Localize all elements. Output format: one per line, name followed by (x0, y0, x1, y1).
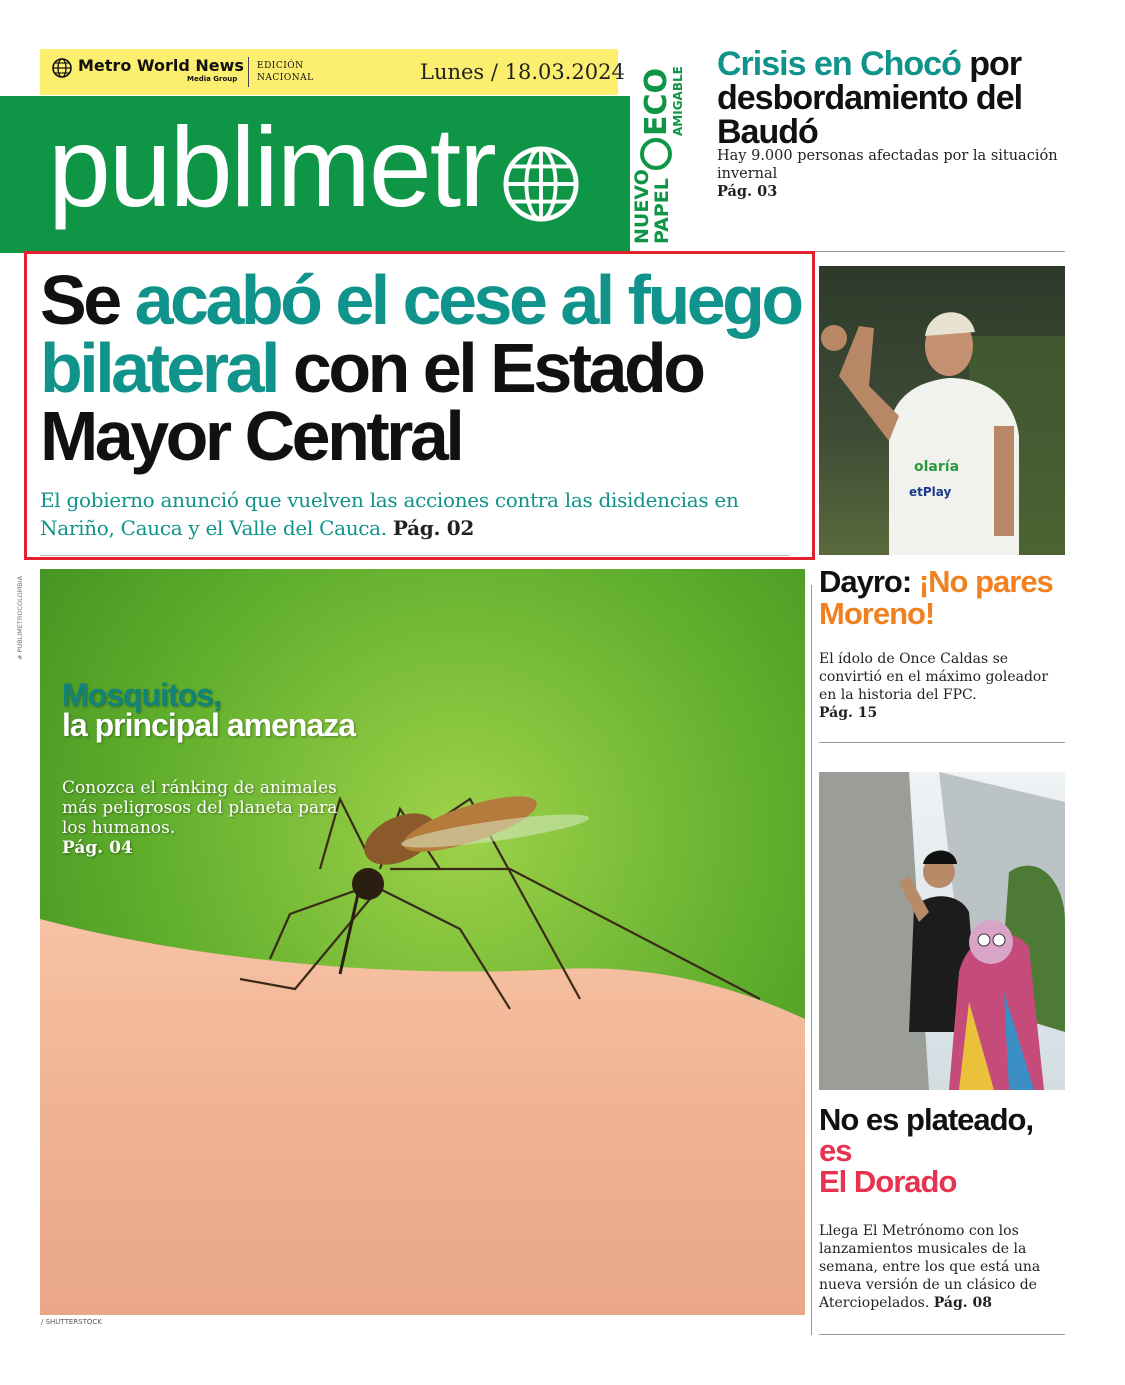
main-story-page-ref[interactable]: Pág. 02 (392, 516, 475, 540)
divider (819, 742, 1065, 743)
side-social-credit (16, 290, 28, 660)
dorado-story-summary (819, 1222, 1069, 1312)
photo-credit: / SHUTTERSTOCK (41, 1318, 102, 1326)
dorado-page-ref[interactable]: Pág. 08 (933, 1295, 993, 1311)
mosquito-story-headline[interactable] (62, 677, 382, 743)
main-headline-part: con el Estado Mayor Central (40, 329, 703, 475)
mosquito-headline-part: la principal amenaza (62, 707, 356, 743)
dayro-story-summary (819, 650, 1069, 722)
musicians-photo (819, 772, 1065, 1090)
divider (248, 57, 249, 87)
network-name: Metro World News (78, 56, 244, 75)
main-headline-accent: acabó el cese al fuego bilateral (40, 261, 801, 407)
dorado-story-headline[interactable] (819, 1104, 1069, 1197)
mosquito-story-summary (62, 778, 352, 858)
edition-line-2: NACIONAL (257, 73, 314, 83)
svg-text:olaría: olaría (914, 459, 960, 475)
column-divider (811, 585, 812, 1335)
issue-date: Lunes / 18.03.2024 (420, 60, 625, 84)
dayro-headline-accent: ¡No pares Moreno! (819, 564, 1053, 631)
eco-paper-badge (628, 50, 686, 246)
mosquito-summary-text: Conozca el ránking de animales más peligrosos del planeta para los humanos. (62, 778, 338, 838)
network-subname: Media Group (187, 75, 238, 83)
top-story-headline-part: por (960, 45, 1022, 83)
eco-nuevo: NUEVO (631, 169, 653, 244)
svg-text:etPlay: etPlay (909, 485, 952, 499)
globe-icon (52, 58, 72, 78)
mosquito-page-ref[interactable]: Pág. 04 (62, 838, 133, 858)
top-story-headline-accent: Crisis en Chocó (717, 45, 961, 83)
top-story-page-ref[interactable]: Pág. 03 (717, 183, 778, 200)
dayro-page-ref[interactable]: Pág. 15 (819, 705, 878, 721)
edition-label (257, 60, 314, 84)
dorado-headline-part: No es plateado, (819, 1102, 1034, 1137)
dayro-summary-text: El ídolo de Once Caldas se convirtió en el máximo goleador en la historia del FPC. (819, 651, 1049, 703)
top-story-headline-part: desbordamiento del Baudó (717, 79, 1023, 151)
soccer-player-photo (819, 266, 1065, 555)
dorado-summary-text: Llega El Metrónomo con los lanzamientos musicales de la semana, entre los que está una nueva versión de un clásico de Aterciopelados. (819, 1223, 1041, 1311)
side-credit-text: # PUBLIMETROCOLOMBIA (16, 575, 24, 660)
top-story-summary (717, 147, 1067, 201)
divider (40, 555, 790, 556)
eco-big: ECO (639, 67, 674, 136)
dorado-headline-accent: El Dorado (819, 1164, 957, 1199)
dayro-story-headline[interactable] (819, 566, 1069, 630)
divider (819, 1334, 1065, 1335)
top-story-headline[interactable] (717, 47, 1067, 149)
publimetro-logo[interactable]: publimetr (48, 104, 495, 230)
dorado-headline-accent: es (819, 1133, 852, 1168)
dayro-headline-part: Dayro: (819, 564, 919, 599)
edition-line-1: EDICIÓN (257, 61, 304, 71)
main-story-headline[interactable] (40, 261, 820, 475)
mosquito-headline-accent: Mosquitos, (62, 677, 221, 713)
top-story-summary-text: Hay 9.000 personas afectadas por la situación invernal (717, 148, 1058, 182)
main-story-summary-text: El gobierno anunció que vuelven las acciones contra las disidencias en Nariño, Cauca y el Valle del Cauca. (40, 488, 739, 540)
main-headline-part: Se (40, 261, 135, 339)
main-story-summary (40, 486, 790, 542)
logo-globe-icon (502, 145, 580, 223)
eco-papel: PAPEL (651, 178, 673, 244)
eco-amigable: AMIGABLE (671, 66, 685, 136)
